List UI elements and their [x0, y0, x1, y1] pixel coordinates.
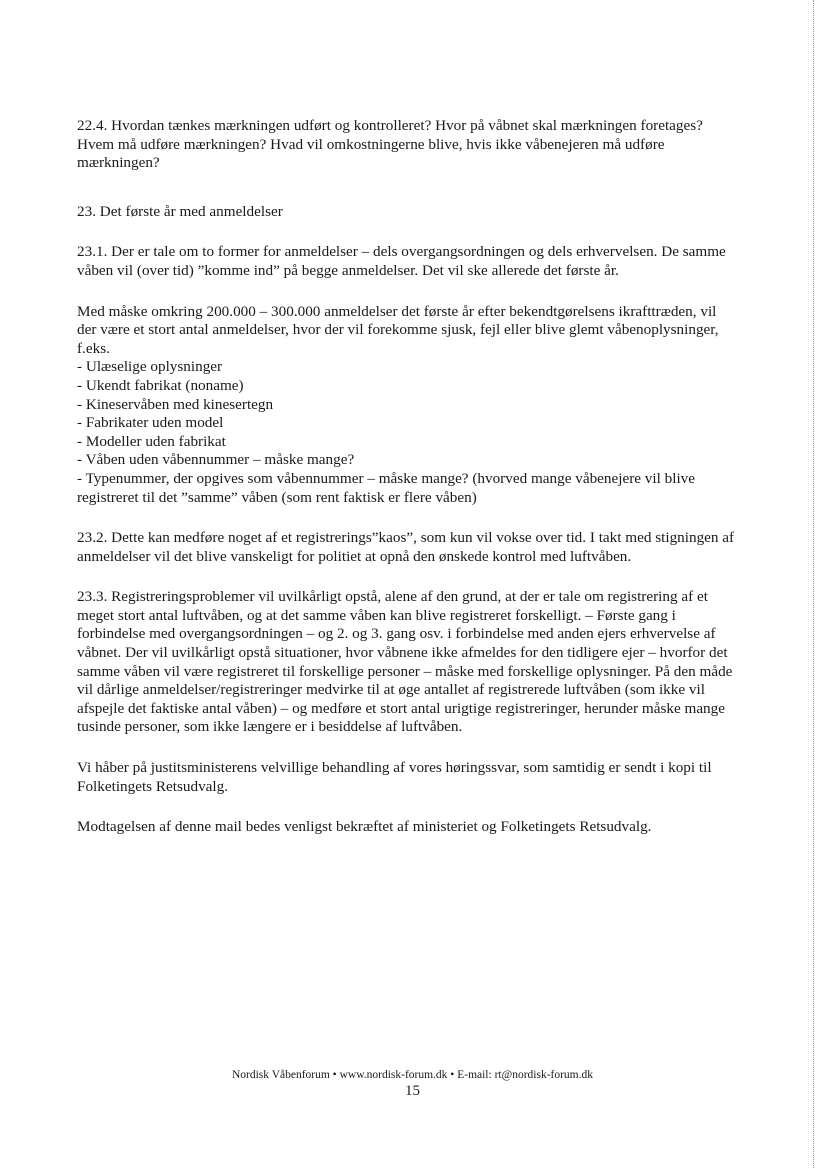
section-heading-23: 23. Det første år med anmeldelser [77, 202, 283, 220]
page-footer: Nordisk Våbenforum • www.nordisk-forum.dk • E-mail: rt@nordisk-forum.dk [231, 1069, 594, 1081]
missing-info-list [77, 358, 737, 507]
list-item: - Modeller uden fabrikat [77, 432, 226, 450]
paragraph-23-3: 23.3. Registreringsproblemer vil uvilkårligt opstå, alene af den grund, at der er tale om registrering af et meget stort antal luftvåben, og at det samme våben kan blive registreret forskelligt. – Første gang i forbindelse med overgangsordningen – og 2. og 3. gang osv. i forbindelse med anden ejers erhvervelse af våbnet. Der vil uvilkårligt opstå situationer, hvor våbnene ikke afmeldes for den tidligere ejer – hvorfor det samme våben vil være registreret til forskellige personer – måske med forskellige oplysninger. På den måde vil dårlige anmeldelser/registreringer medvirke til at øge antallet af registrerede luftvåben (som ikke vil afspejle det faktiske antal våben) – og medføre et stort antal urigtige registreringer, herunder måske mange tusinde personer, som ikke længere er i besiddelse af luftvåben. [77, 588, 733, 736]
paragraph-22-4: 22.4. Hvordan tænkes mærkningen udført og kontrolleret? Hvor på våbnet skal mærkningen foretages? Hvem må udføre mærkningen? Hvad vil omkostningerne blive, hvis ikke våbenejeren må udføre mærkningen? [77, 117, 703, 172]
paragraph-23-1: 23.1. Der er tale om to former for anmeldelser – dels overgangsordningen og dels erhvervelsen. De samme våben vil (over tid) ”komme ind” på begge anmeldelser. Det vil ske allerede det første år. [77, 243, 726, 279]
page-number: 15 [405, 1083, 420, 1099]
paragraph-23-2: 23.2. Dette kan medføre noget af et registrerings”kaos”, som kun vil vokse over tid. I takt med stigningen af anmeldelser vil det blive vanskeligt for politiet at opnå den ønskede kontrol med luftvåben. [77, 529, 735, 565]
paragraph-intro-list: Med måske omkring 200.000 – 300.000 anmeldelser det første år efter bekendtgørelsens ikrafttræden, vil der være et stort antal anmeldelser, hvor der vil forekomme sjusk, fejl eller blive glemt våbenoplysninger, f.eks. [77, 302, 719, 357]
list-item: - Ulæselige oplysninger [77, 358, 223, 376]
list-item: - Ukendt fabrikat (noname) [77, 376, 244, 394]
list-item: - Våben uden våbennummer – måske mange? [77, 451, 355, 469]
list-item: - Fabrikater uden model [77, 414, 224, 432]
list-item: - Kineservåben med kinesertegn [77, 395, 274, 413]
list-item: - Typenummer, der opgives som våbennummer – måske mange? (hvorved mange våbenejere vil blive registreret til det ”samme” våben (som rent faktisk er flere våben) [77, 469, 696, 506]
paragraph-closing-2: Modtagelsen af denne mail bedes venligst bekræftet af ministeriet og Folketingets Retsudvalg. [77, 818, 652, 836]
document-body [77, 117, 737, 837]
paragraph-closing-1: Vi håber på justitsministerens velvillige behandling af vores høringssvar, som samtidig er sendt i kopi til Folketingets Retsudvalg. [77, 759, 712, 795]
scan-edge-line [813, 0, 814, 1168]
